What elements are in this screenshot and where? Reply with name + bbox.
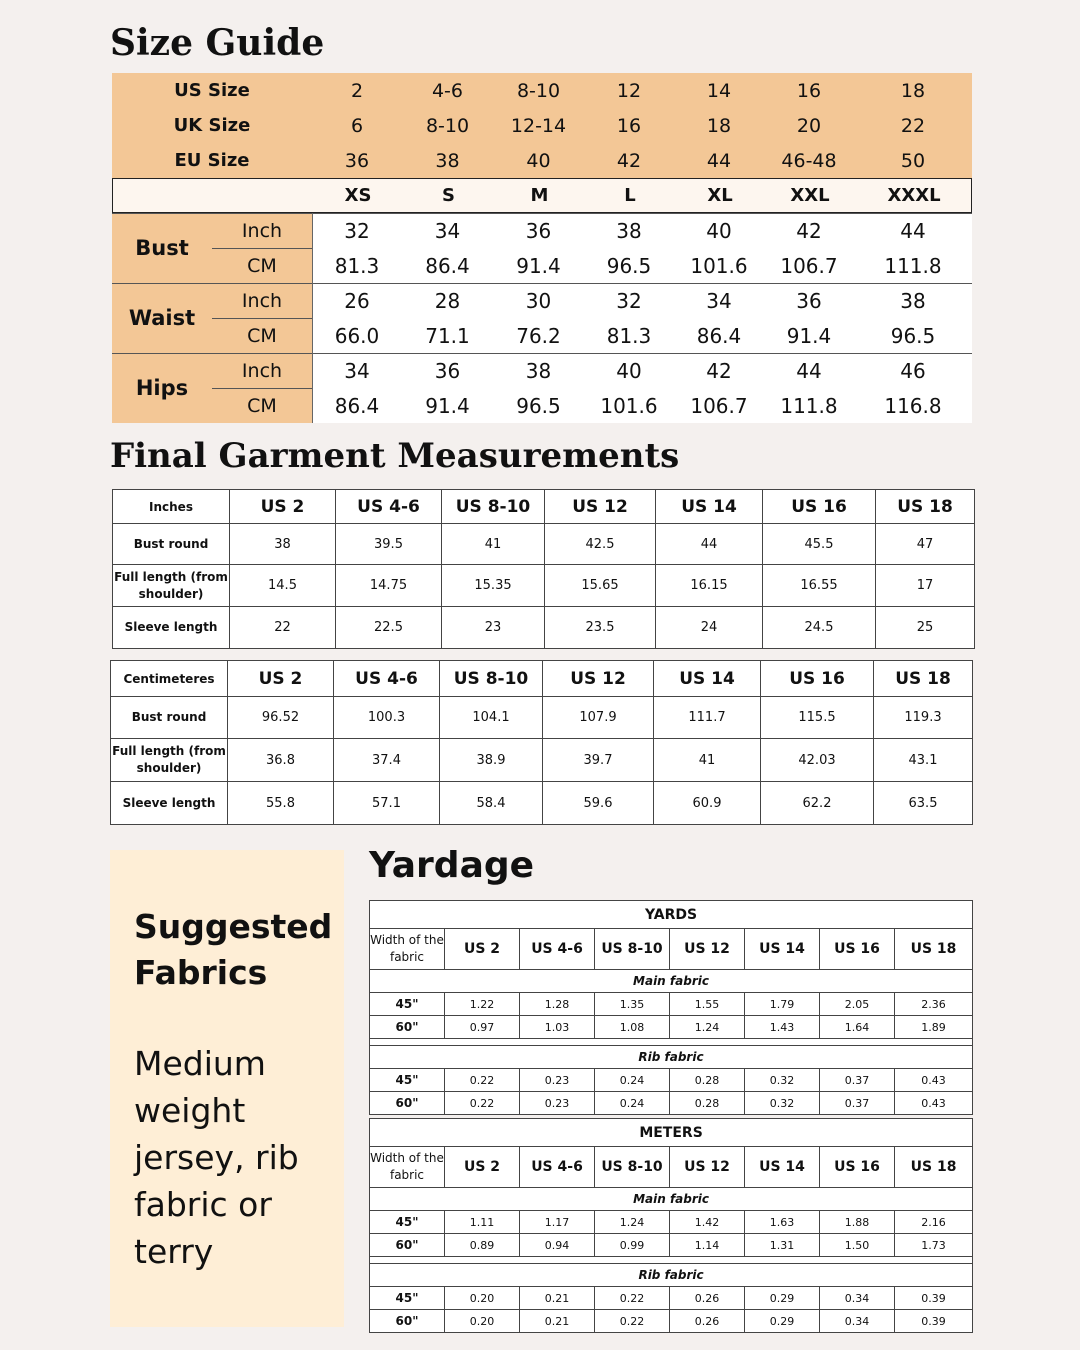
table-cell: 0.37 <box>820 1092 895 1115</box>
table-cell: 38.9 <box>440 739 543 782</box>
table-cell: 96.5 <box>516 393 561 418</box>
table-cell: 1.28 <box>520 993 595 1016</box>
table-cell: 0.99 <box>595 1234 670 1257</box>
table-cell: 57.1 <box>334 782 440 825</box>
table-cell: 0.28 <box>670 1069 745 1092</box>
uk-size-row <box>112 108 972 143</box>
table-cell: 16 <box>616 114 642 137</box>
table-cell: 39.5 <box>336 524 442 565</box>
section-label: Main fabric <box>370 970 973 993</box>
table-row <box>113 607 975 649</box>
suggested-fabrics-panel <box>110 850 344 1327</box>
table-header-cell: US 8-10 <box>595 929 670 970</box>
unit-header: Inches <box>113 490 230 524</box>
table-cell: 0.28 <box>670 1092 745 1115</box>
centimeters-measurements-table <box>110 660 973 825</box>
row-label: Full length (from shoulder) <box>113 565 230 607</box>
table-header-cell: US 12 <box>545 490 656 524</box>
table-header-cell: US 14 <box>745 1147 820 1188</box>
unit-header: Centimeteres <box>111 661 228 697</box>
table-cell: 0.20 <box>445 1287 520 1310</box>
table-cell: 0.21 <box>520 1310 595 1333</box>
table-header-cell: US 16 <box>820 1147 895 1188</box>
table-cell: 111.8 <box>884 253 942 278</box>
divider <box>212 248 312 249</box>
table-header-cell: US 8-10 <box>442 490 545 524</box>
table-cell: 8-10 <box>516 79 561 102</box>
divider <box>212 318 312 319</box>
table-cell: 0.43 <box>895 1092 973 1115</box>
table-cell: 1.03 <box>520 1016 595 1039</box>
table-cell: 14 <box>706 79 732 102</box>
table-cell: 24.5 <box>763 607 876 649</box>
table-cell: 44 <box>706 149 732 172</box>
table-cell: 34 <box>344 358 370 383</box>
table-cell: 50 <box>900 149 926 172</box>
table-row <box>370 1092 973 1115</box>
table-cell: 0.22 <box>445 1092 520 1115</box>
table-cell: 81.3 <box>606 323 652 348</box>
table-cell: 0.21 <box>520 1287 595 1310</box>
table-header-cell: US 14 <box>654 661 761 697</box>
table-cell: 106.7 <box>690 393 748 418</box>
unit-label: CM <box>247 254 277 277</box>
table-header-cell: US 16 <box>820 929 895 970</box>
table-row <box>112 283 972 318</box>
table-cell: 1.14 <box>670 1234 745 1257</box>
table-header-cell: US 18 <box>895 929 973 970</box>
table-header-cell: US 2 <box>445 1147 520 1188</box>
table-cell: 42 <box>616 149 642 172</box>
table-cell: 45.5 <box>763 524 876 565</box>
table-cell: 22.5 <box>336 607 442 649</box>
table-cell: 36 <box>344 149 370 172</box>
eu-size-row <box>112 143 972 178</box>
table-cell: 18 <box>900 79 926 102</box>
table-cell: 20 <box>796 114 822 137</box>
table-row <box>112 388 972 423</box>
table-cell: 34 <box>434 218 461 243</box>
size-guide-table <box>112 73 972 423</box>
row-label: UK Size <box>173 115 251 136</box>
table-header-cell: XL <box>707 185 733 206</box>
width-cell: 60" <box>370 1016 445 1039</box>
table-header-cell: S <box>442 185 455 206</box>
unit-header: METERS <box>370 1119 973 1147</box>
table-cell: 36.8 <box>228 739 334 782</box>
table-cell: 1.35 <box>595 993 670 1016</box>
table-header-cell: US 2 <box>230 490 336 524</box>
table-cell: 16.15 <box>656 565 763 607</box>
divider <box>112 213 972 214</box>
table-row <box>370 1287 973 1310</box>
table-cell: 107.9 <box>543 697 654 739</box>
table-cell: 1.08 <box>595 1016 670 1039</box>
table-cell: 46 <box>900 358 926 383</box>
table-row <box>370 1016 973 1039</box>
table-cell: 30 <box>525 288 552 313</box>
section-label: Main fabric <box>370 1188 973 1211</box>
table-cell: 1.73 <box>895 1234 973 1257</box>
section-label: Rib fabric <box>370 1264 973 1287</box>
table-cell: 0.39 <box>895 1287 973 1310</box>
group-label-hips: Hips <box>135 376 189 400</box>
table-cell: 36 <box>434 358 461 383</box>
table-cell: 0.97 <box>445 1016 520 1039</box>
table-header-cell: XS <box>344 185 372 206</box>
table-cell: 101.6 <box>690 253 748 278</box>
table-cell: 15.65 <box>545 565 656 607</box>
table-header-cell: US 18 <box>874 661 973 697</box>
table-row <box>113 524 975 565</box>
table-cell: 46-48 <box>781 149 837 172</box>
table-cell: 0.43 <box>895 1069 973 1092</box>
table-cell: 1.55 <box>670 993 745 1016</box>
table-cell: 1.79 <box>745 993 820 1016</box>
table-row <box>113 565 975 607</box>
table-cell: 0.22 <box>595 1310 670 1333</box>
table-cell: 0.94 <box>520 1234 595 1257</box>
table-cell: 42 <box>796 218 822 243</box>
divider <box>312 213 313 423</box>
table-cell: 6 <box>350 114 364 137</box>
divider <box>112 353 972 354</box>
table-cell: 26 <box>344 288 370 313</box>
meters-table <box>369 1118 973 1333</box>
table-cell: 76.2 <box>516 323 561 348</box>
table-cell: 111.7 <box>654 697 761 739</box>
table-cell: 0.24 <box>595 1092 670 1115</box>
table-cell: 44 <box>656 524 763 565</box>
table-cell: 1.11 <box>445 1211 520 1234</box>
table-cell: 0.26 <box>670 1310 745 1333</box>
table-cell: 104.1 <box>440 697 543 739</box>
final-garment-title: Final Garment Measurements <box>110 436 680 476</box>
table-cell: 106.7 <box>780 253 838 278</box>
table-cell: 0.89 <box>445 1234 520 1257</box>
table-cell: 38 <box>435 149 460 172</box>
table-cell: 91.4 <box>425 393 470 418</box>
width-header: Width of the fabric <box>370 1147 445 1188</box>
us-size-row <box>112 73 972 108</box>
table-cell: 24 <box>656 607 763 649</box>
row-label: Sleeve length <box>113 607 230 649</box>
table-cell: 42.03 <box>761 739 874 782</box>
table-cell: 96.5 <box>890 323 936 348</box>
table-cell: 0.26 <box>670 1287 745 1310</box>
width-cell: 45" <box>370 1287 445 1310</box>
table-cell: 44 <box>900 218 926 243</box>
spacer <box>370 1039 973 1046</box>
table-cell: 16 <box>796 79 822 102</box>
table-cell: 0.29 <box>745 1287 820 1310</box>
table-row <box>370 1069 973 1092</box>
table-cell: 37.4 <box>334 739 440 782</box>
group-label-bust: Bust <box>135 236 189 260</box>
table-cell: 8-10 <box>425 114 470 137</box>
table-cell: 119.3 <box>874 697 973 739</box>
table-cell: 1.24 <box>595 1211 670 1234</box>
table-header-cell: US 2 <box>228 661 334 697</box>
table-row <box>370 1234 973 1257</box>
table-cell: 55.8 <box>228 782 334 825</box>
table-header-cell: XXXL <box>887 185 941 206</box>
unit-label: Inch <box>241 359 283 382</box>
table-cell: 40 <box>616 358 642 383</box>
table-cell: 1.22 <box>445 993 520 1016</box>
table-cell: 0.20 <box>445 1310 520 1333</box>
row-label: Bust round <box>111 697 228 739</box>
table-header-cell: US 4-6 <box>520 1147 595 1188</box>
table-cell: 12-14 <box>510 114 567 137</box>
table-cell: 86.4 <box>334 393 380 418</box>
table-cell: 38 <box>900 288 926 313</box>
table-cell: 43.1 <box>874 739 973 782</box>
table-header-cell: US 12 <box>543 661 654 697</box>
table-cell: 0.39 <box>895 1310 973 1333</box>
inches-measurements-table <box>112 489 975 649</box>
table-cell: 12 <box>616 79 642 102</box>
table-header-cell: US 4-6 <box>336 490 442 524</box>
table-row <box>112 353 972 388</box>
spacer <box>370 1257 973 1264</box>
size-guide-title: Size Guide <box>110 22 325 64</box>
table-cell: 2.05 <box>820 993 895 1016</box>
width-header: Width of the fabric <box>370 929 445 970</box>
letter-size-row <box>112 178 972 213</box>
table-cell: 18 <box>706 114 732 137</box>
row-label: US Size <box>174 80 250 101</box>
table-cell: 17 <box>876 565 975 607</box>
table-cell: 38 <box>525 358 552 383</box>
table-cell: 47 <box>876 524 975 565</box>
row-label: Sleeve length <box>111 782 228 825</box>
table-header-cell: US 8-10 <box>595 1147 670 1188</box>
table-row <box>370 1211 973 1234</box>
row-label: EU Size <box>174 150 250 171</box>
table-cell: 2 <box>350 79 364 102</box>
table-cell: 15.35 <box>442 565 545 607</box>
table-cell: 96.5 <box>606 253 652 278</box>
width-cell: 45" <box>370 1069 445 1092</box>
table-cell: 0.24 <box>595 1069 670 1092</box>
yardage-title: Yardage <box>369 845 535 886</box>
table-cell: 32 <box>616 288 642 313</box>
table-cell: 63.5 <box>874 782 973 825</box>
unit-label: Inch <box>241 219 283 242</box>
table-cell: 28 <box>434 288 461 313</box>
table-row <box>112 248 972 283</box>
table-cell: 1.43 <box>745 1016 820 1039</box>
table-header-cell: US 12 <box>670 929 745 970</box>
width-cell: 60" <box>370 1310 445 1333</box>
suggested-fabrics-title: Suggested Fabrics <box>134 907 333 992</box>
table-cell: 40 <box>526 149 551 172</box>
table-cell: 1.17 <box>520 1211 595 1234</box>
table-cell: 1.50 <box>820 1234 895 1257</box>
table-header-cell: US 8-10 <box>440 661 543 697</box>
table-cell: 0.22 <box>445 1069 520 1092</box>
table-cell: 1.24 <box>670 1016 745 1039</box>
table-cell: 1.89 <box>895 1016 973 1039</box>
table-header-cell: US 14 <box>656 490 763 524</box>
table-cell: 23 <box>442 607 545 649</box>
table-cell: 32 <box>344 218 370 243</box>
row-label: Full length (from shoulder) <box>111 739 228 782</box>
unit-header: YARDS <box>370 901 973 929</box>
table-cell: 25 <box>876 607 975 649</box>
table-header-cell: US 18 <box>895 1147 973 1188</box>
table-cell: 14.5 <box>230 565 336 607</box>
table-header-cell: US 2 <box>445 929 520 970</box>
table-header-cell: US 16 <box>761 661 874 697</box>
table-cell: 71.1 <box>425 323 470 348</box>
table-cell: 0.29 <box>745 1310 820 1333</box>
table-cell: 14.75 <box>336 565 442 607</box>
table-cell: 0.34 <box>820 1310 895 1333</box>
table-cell: 111.8 <box>780 393 838 418</box>
table-cell: 36 <box>525 218 552 243</box>
table-cell: 36 <box>796 288 822 313</box>
table-cell: 91.4 <box>786 323 832 348</box>
table-cell: 0.34 <box>820 1287 895 1310</box>
table-row <box>111 697 973 739</box>
table-cell: 66.0 <box>334 323 380 348</box>
table-cell: 40 <box>706 218 732 243</box>
table-header-cell: US 16 <box>763 490 876 524</box>
table-cell: 115.5 <box>761 697 874 739</box>
row-label: Bust round <box>113 524 230 565</box>
unit-label: CM <box>247 394 277 417</box>
table-cell: 22 <box>230 607 336 649</box>
table-cell: 41 <box>654 739 761 782</box>
table-header-cell: US 14 <box>745 929 820 970</box>
width-cell: 60" <box>370 1234 445 1257</box>
table-row <box>112 213 972 248</box>
table-cell: 62.2 <box>761 782 874 825</box>
table-cell: 23.5 <box>545 607 656 649</box>
table-header-cell: US 4-6 <box>334 661 440 697</box>
table-cell: 41 <box>442 524 545 565</box>
table-cell: 59.6 <box>543 782 654 825</box>
unit-label: CM <box>247 324 277 347</box>
table-cell: 16.55 <box>763 565 876 607</box>
divider <box>212 388 312 389</box>
table-row <box>370 1310 973 1333</box>
table-cell: 0.23 <box>520 1092 595 1115</box>
width-cell: 45" <box>370 993 445 1016</box>
table-header-cell: US 18 <box>876 490 975 524</box>
width-cell: 60" <box>370 1092 445 1115</box>
table-cell: 34 <box>706 288 732 313</box>
table-cell: 96.52 <box>228 697 334 739</box>
table-cell: 60.9 <box>654 782 761 825</box>
table-cell: 58.4 <box>440 782 543 825</box>
table-cell: 44 <box>796 358 822 383</box>
table-cell: 2.16 <box>895 1211 973 1234</box>
table-cell: 116.8 <box>884 393 942 418</box>
unit-label: Inch <box>241 289 283 312</box>
table-cell: 1.42 <box>670 1211 745 1234</box>
table-cell: 38 <box>616 218 642 243</box>
section-label: Rib fabric <box>370 1046 973 1069</box>
table-cell: 42 <box>706 358 732 383</box>
table-cell: 4-6 <box>431 79 464 102</box>
table-cell: 0.23 <box>520 1069 595 1092</box>
table-cell: 0.37 <box>820 1069 895 1092</box>
table-cell: 1.31 <box>745 1234 820 1257</box>
table-header-cell: US 12 <box>670 1147 745 1188</box>
divider <box>112 283 972 284</box>
table-cell: 86.4 <box>425 253 470 278</box>
table-row <box>370 993 973 1016</box>
table-cell: 1.63 <box>745 1211 820 1234</box>
table-header-cell: M <box>530 185 549 206</box>
table-header-cell: US 4-6 <box>520 929 595 970</box>
table-cell: 0.22 <box>595 1287 670 1310</box>
table-cell: 81.3 <box>334 253 380 278</box>
table-cell: 39.7 <box>543 739 654 782</box>
table-header-cell: XXL <box>790 185 830 206</box>
width-cell: 45" <box>370 1211 445 1234</box>
table-cell: 42.5 <box>545 524 656 565</box>
yards-table <box>369 900 973 1115</box>
table-cell: 2.36 <box>895 993 973 1016</box>
suggested-fabrics-text: Medium weight jersey, rib fabric or terry <box>134 1044 299 1271</box>
table-cell: 91.4 <box>516 253 561 278</box>
table-cell: 101.6 <box>600 393 658 418</box>
table-cell: 100.3 <box>334 697 440 739</box>
group-label-waist: Waist <box>128 306 196 330</box>
table-row <box>112 318 972 353</box>
table-cell: 0.32 <box>745 1069 820 1092</box>
table-cell: 1.88 <box>820 1211 895 1234</box>
table-row <box>111 782 973 825</box>
table-cell: 1.64 <box>820 1016 895 1039</box>
table-header-cell: L <box>624 185 636 206</box>
table-cell: 38 <box>230 524 336 565</box>
table-cell: 22 <box>900 114 926 137</box>
table-cell: 0.32 <box>745 1092 820 1115</box>
table-row <box>111 739 973 782</box>
table-cell: 86.4 <box>696 323 742 348</box>
